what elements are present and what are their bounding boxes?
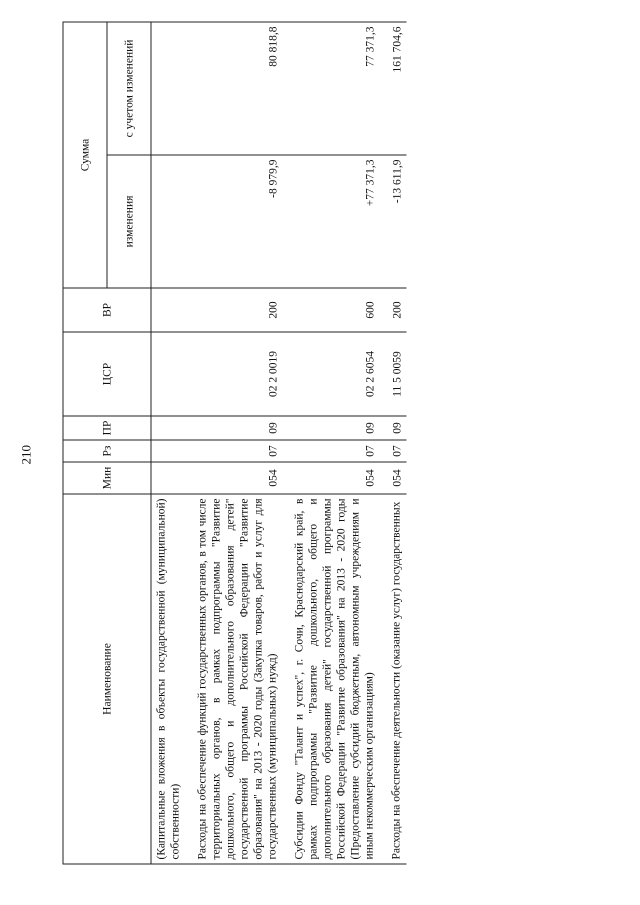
row-vr — [151, 288, 186, 332]
budget-table — [63, 21, 407, 864]
row-rz: 07 — [283, 440, 380, 462]
row-total: 161 704,6 — [380, 22, 407, 155]
table-row — [380, 22, 407, 864]
row-csr: 11 5 0059 — [380, 332, 407, 416]
row-pr — [151, 416, 186, 440]
col-header-vr: ВР — [63, 288, 151, 332]
row-rz: 07 — [186, 440, 283, 462]
table-row — [151, 22, 186, 864]
col-header-name: Наименование — [63, 494, 151, 864]
col-header-min: Мин — [63, 462, 151, 494]
col-header-summa: Сумма — [63, 22, 107, 288]
col-header-rz: Рз — [63, 440, 151, 462]
row-name: Расходы на обеспечение деятельности (оказание услуг) государственных — [380, 494, 407, 864]
row-rz: 07 — [380, 440, 407, 462]
table-row — [186, 22, 283, 864]
col-header-change: изменения — [107, 155, 151, 288]
row-rz — [151, 440, 186, 462]
row-vr: 200 — [380, 288, 407, 332]
row-change: +77 371,3 — [283, 155, 380, 288]
row-pr: 09 — [186, 416, 283, 440]
row-change: -8 979,9 — [186, 155, 283, 288]
row-total: 80 818,8 — [186, 22, 283, 155]
row-csr — [151, 332, 186, 416]
col-header-total: с учетом изменений — [107, 22, 151, 155]
row-name: Субсидии Фонду "Талант и успех", г. Сочи, Краснодарский край, в рамках подпрограммы "Развитие дошкольного, общего и дополнительного образования детей" государственной программы Российской Федерации "Развитие образования" на 2013 - 2020 годы (Предоставление субсидий бюджетным, автономным учреждениям и иным некоммерческим организациям) — [283, 494, 380, 864]
row-vr: 600 — [283, 288, 380, 332]
row-min — [151, 462, 186, 494]
row-change: -13 611,9 — [380, 155, 407, 288]
row-csr: 02 2 6054 — [283, 332, 380, 416]
row-name: (Капитальные вложения в объекты государственной (муниципальной) собственности) — [151, 494, 186, 864]
table-row — [283, 22, 380, 864]
row-min: 054 — [380, 462, 407, 494]
page-number: 210 — [18, 445, 34, 465]
row-vr: 200 — [186, 288, 283, 332]
col-header-pr: ПР — [63, 416, 151, 440]
row-min: 054 — [283, 462, 380, 494]
row-name: Расходы на обеспечение функций государственных органов, в том числе территориальных органов, в рамках подпрограммы "Развитие дошкольного, общего и дополнительного образования детей" государственной программы Российской Федерации "Развитие образования" на 2013 - 2020 годы (Закупка товаров, работ и услуг для государственных (муниципальных) нужд) — [186, 494, 283, 864]
row-csr: 02 2 0019 — [186, 332, 283, 416]
row-pr: 09 — [380, 416, 407, 440]
row-total — [151, 22, 186, 155]
rotated-page — [1, 0, 640, 905]
row-total: 77 371,3 — [283, 22, 380, 155]
col-header-csr: ЦСР — [63, 332, 151, 416]
row-pr: 09 — [283, 416, 380, 440]
row-change — [151, 155, 186, 288]
row-min: 054 — [186, 462, 283, 494]
